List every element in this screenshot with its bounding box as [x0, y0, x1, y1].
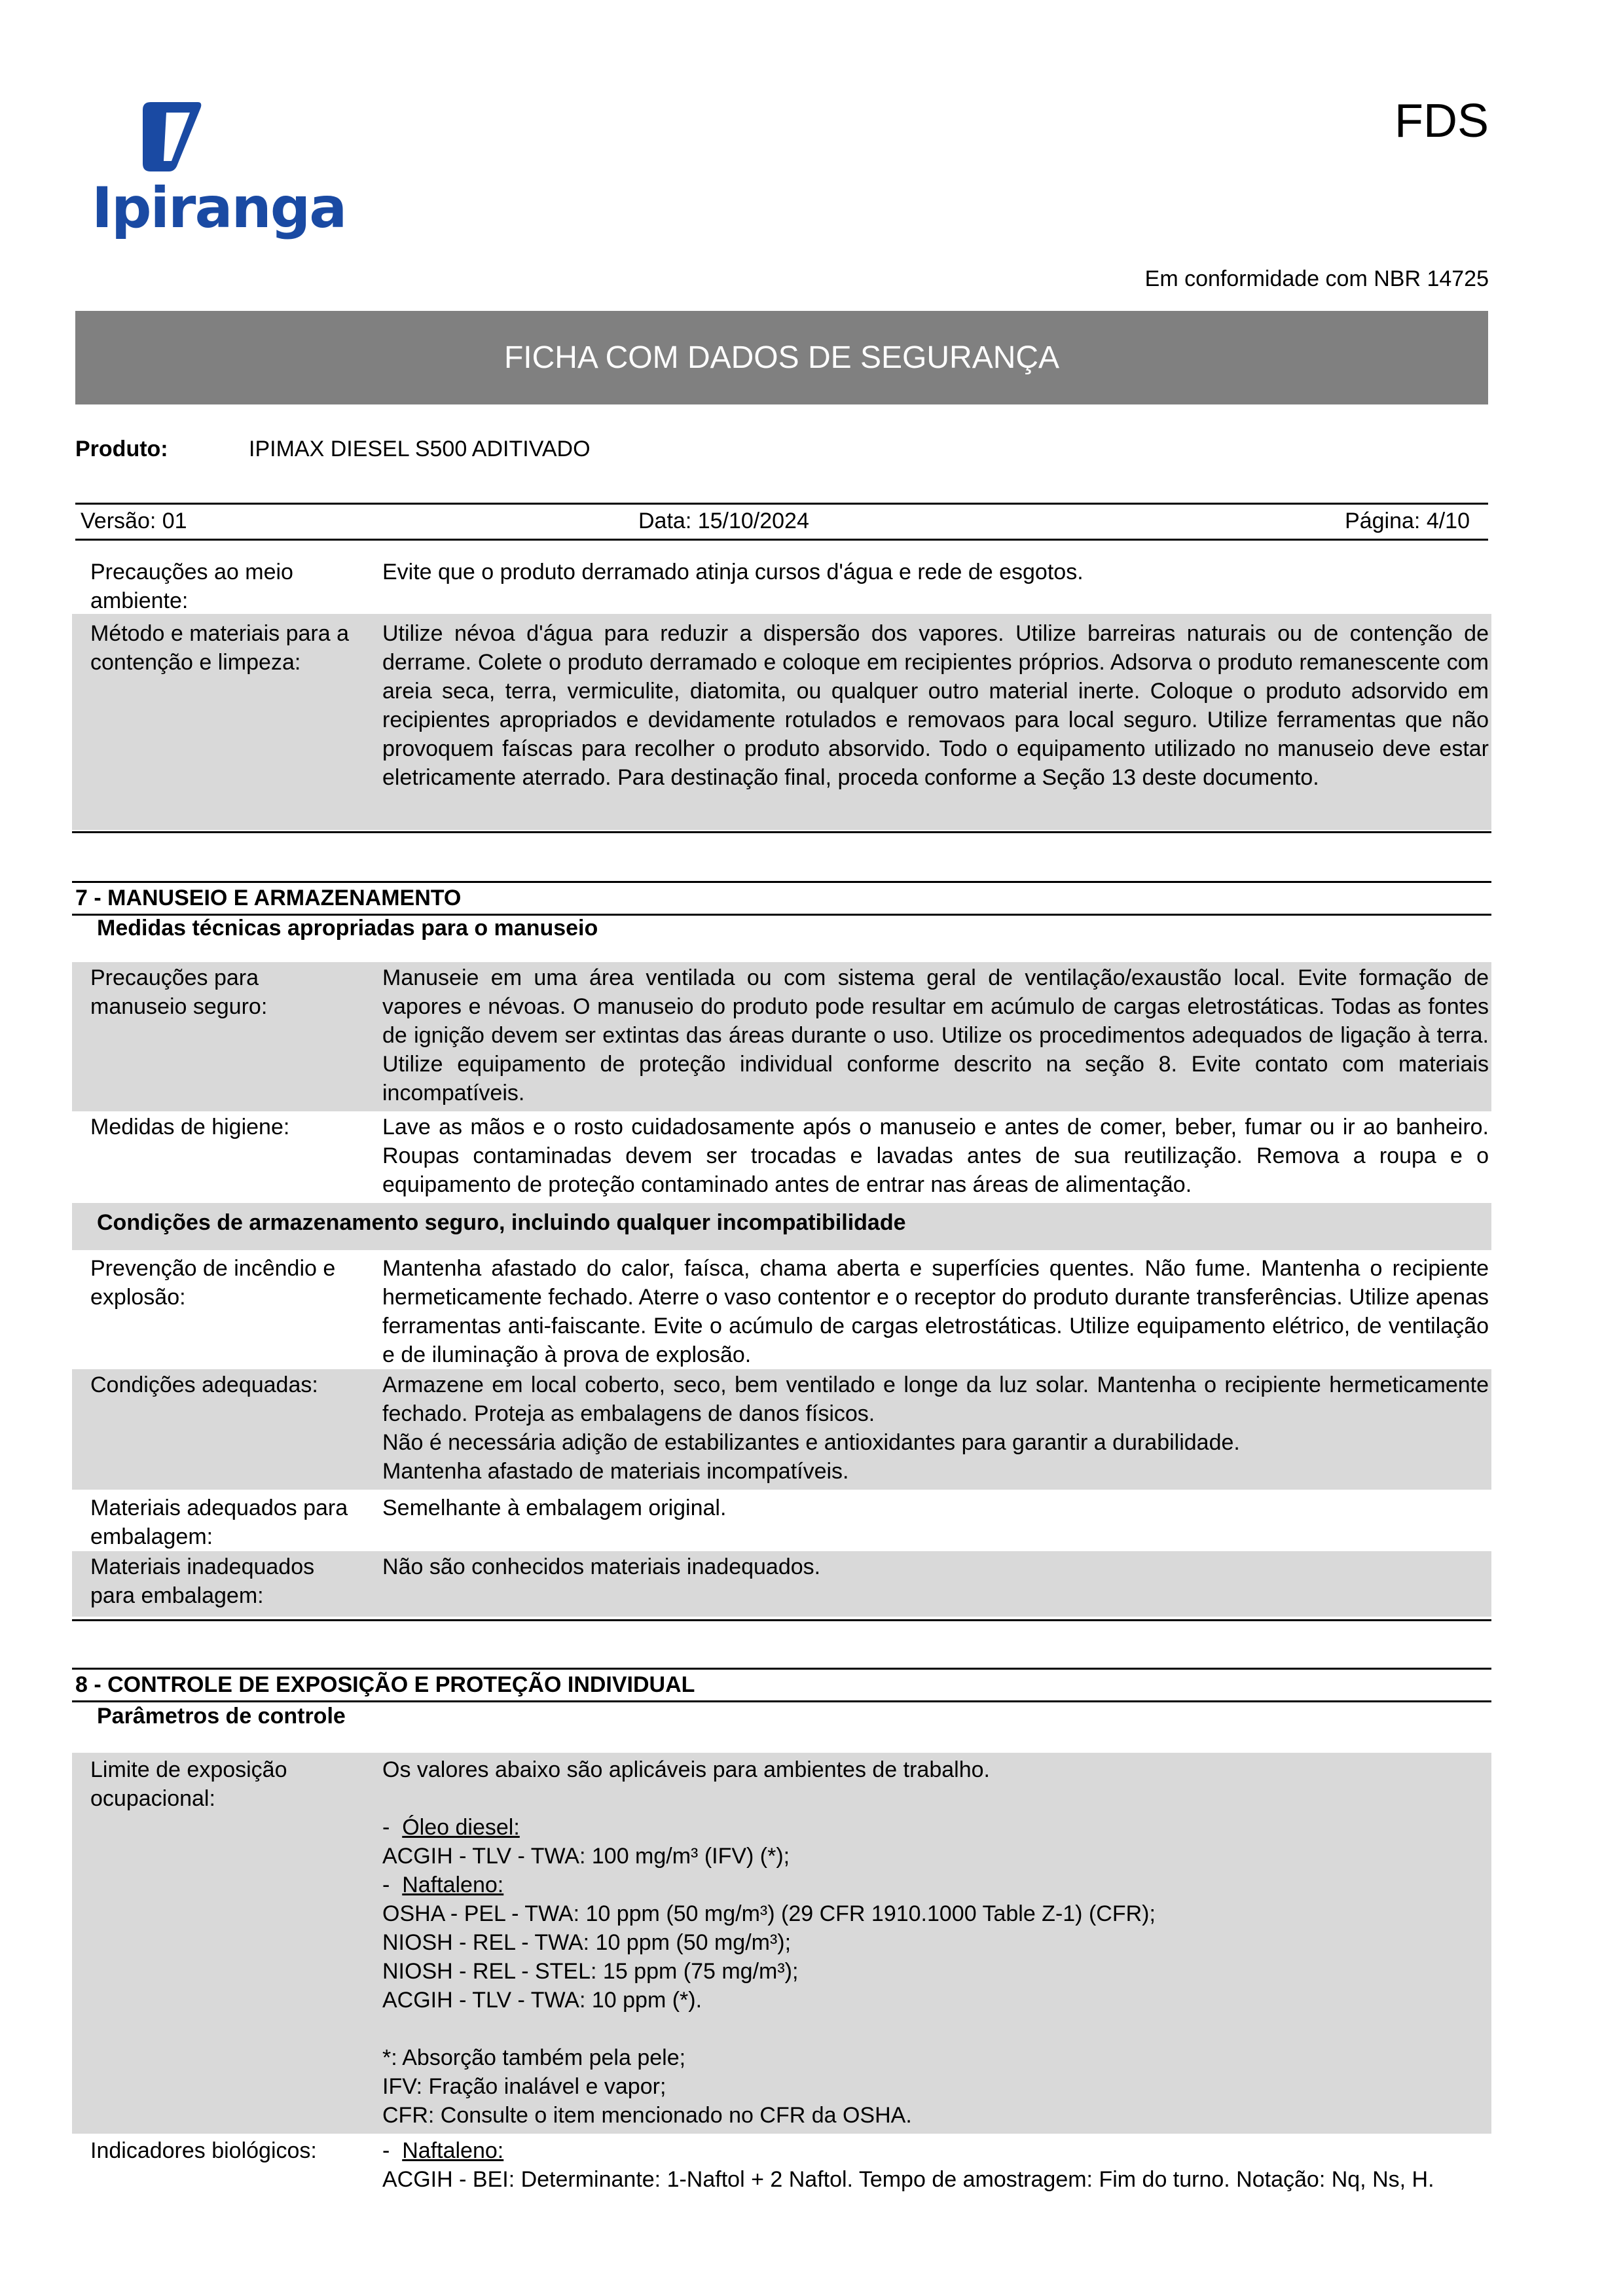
row-label: Precauções ao meio ambiente:: [90, 560, 293, 613]
row-text: Evite que o produto derramado atinja cursos d'água e rede de esgotos.: [382, 560, 1084, 584]
row-suitable-materials: [72, 1491, 1491, 1551]
row-text-line: Mantenha afastado de materiais incompatíveis.: [382, 1459, 849, 1484]
subsection-title: Medidas técnicas apropriadas para o manuseio: [97, 916, 598, 941]
row-label: Precauções para manuseio seguro:: [90, 965, 268, 1019]
date: Data: 15/10/2024: [638, 509, 809, 533]
row-text-block: [382, 2136, 1489, 2194]
row-label: Indicadores biológicos:: [90, 2138, 317, 2163]
row-text: ACGIH - BEI: Determinante: 1-Naftol + 2 Naftol. Tempo de amostragem: Fim do turno. Notação: Nq, Ns, H.: [382, 2167, 1434, 2192]
row-label: Prevenção de incêndio e explosão:: [90, 1256, 336, 1310]
row-text-line: Não é necessária adição de estabilizantes e antioxidantes para garantir a durabilidade.: [382, 1430, 1240, 1455]
row-text: Semelhante à embalagem original.: [382, 1496, 727, 1520]
substance-heading: Naftaleno:: [402, 2138, 504, 2163]
divider: [72, 1619, 1491, 1621]
row-label: Método e materiais para a contenção e limpeza:: [90, 621, 349, 675]
dash: -: [382, 2138, 390, 2163]
row-safe-handling: [72, 962, 1491, 1111]
row-label: Medidas de higiene:: [90, 1115, 290, 1139]
row-label: Materiais inadequados para embalagem:: [90, 1554, 315, 1608]
row-text-block: [382, 1371, 1489, 1486]
banner-title: FICHA COM DADOS DE SEGURANÇA: [75, 311, 1488, 404]
row-text: Armazene em local coberto, seco, bem ventilado e longe da luz solar. Mantenha o recipiente hermeticamente fechado. Proteja as embalagens de danos físicos.: [382, 1372, 1489, 1426]
note-line: *: Absorção também pela pele;: [382, 2045, 686, 2070]
dash: -: [382, 1873, 390, 1897]
divider: [72, 831, 1491, 833]
product-label: Produto:: [75, 437, 168, 461]
limit-line: OSHA - PEL - TWA: 10 ppm (50 mg/m³) (29 CFR 1910.1000 Table Z-1) (CFR);: [382, 1901, 1156, 1926]
subsection-title: Parâmetros de controle: [97, 1704, 346, 1729]
row-containment: [72, 614, 1491, 830]
row-exposure-limits: [72, 1753, 1491, 2134]
limit-line: NIOSH - REL - STEL: 15 ppm (75 mg/m³);: [382, 1959, 799, 1984]
product-name: IPIMAX DIESEL S500 ADITIVADO: [249, 437, 591, 461]
row-text: Lave as mãos e o rosto cuidadosamente após o manuseio e antes de comer, beber, fumar ou ir ao banheiro. Roupas contaminadas devem ser trocadas e lavadas antes de sua reutilização. Remova a roupa e o equipamento de proteção contaminado antes de entrar nas áreas de alimentação.: [382, 1115, 1489, 1197]
conformity-note: Em conformidade com NBR 14725: [1144, 266, 1489, 291]
page-number: Página: 4/10: [1345, 509, 1470, 533]
note-line: IFV: Fração inalável e vapor;: [382, 2074, 666, 2099]
row-unsuitable-materials: [72, 1551, 1491, 1617]
row-label: Materiais adequados para embalagem:: [90, 1496, 348, 1549]
dash: -: [382, 1815, 390, 1840]
row-label: Limite de exposição ocupacional:: [90, 1757, 287, 1811]
limit-line: NIOSH - REL - TWA: 10 ppm (50 mg/m³);: [382, 1930, 792, 1955]
limit-line: ACGIH - TLV - TWA: 100 mg/m³ (IFV) (*);: [382, 1844, 790, 1869]
divider: [72, 881, 1491, 883]
divider: [72, 1668, 1491, 1670]
ipiranga-logo: [92, 98, 346, 249]
row-fire-prevention: [72, 1251, 1491, 1368]
row-text: Não são conhecidos materiais inadequados.: [382, 1554, 821, 1579]
row-hygiene: [72, 1113, 1491, 1204]
row-text: Manuseie em uma área ventilada ou com sistema geral de ventilação/exaustão local. Evite formação de vapores e névoas. O manuseio do produto pode resultar em acúmulo de cargas eletrostáticas. Todas as fontes de ignição devem ser extintas das áreas durante o uso. Utilize os procedimentos adequados de ligação à terra. Utilize equipamento de proteção individual conforme descrito na seção 8. Evite contato com materiais incompatíveis.: [382, 965, 1489, 1105]
section-title: 8 - CONTROLE DE EXPOSIÇÃO E PROTEÇÃO INDIVIDUAL: [75, 1672, 695, 1697]
row-label: Condições adequadas:: [90, 1372, 318, 1397]
row-text: Os valores abaixo são aplicáveis para ambientes de trabalho.: [382, 1757, 990, 1782]
ipiranga-logo-icon: [137, 98, 308, 177]
subsection-title: Condições de armazenamento seguro, incluindo qualquer incompatibilidade: [97, 1210, 906, 1235]
row-text-block: [382, 1755, 1489, 2130]
doc-code: FDS: [1395, 95, 1489, 147]
section-title: 7 - MANUSEIO E ARMAZENAMENTO: [75, 886, 462, 910]
row-text: Mantenha afastado do calor, faísca, chama aberta e superfícies quentes. Não fume. Mantenha o recipiente hermeticamente fechado. Aterre o vaso contentor e o receptor do produto durante transferências. Utilize apenas ferramentas anti-faiscante. Evite o acúmulo de cargas eletrostáticas. Utilize equipamento elétrico, de ventilação e de iluminação à prova de explosão.: [382, 1256, 1489, 1367]
row-biological-indicators: [72, 2135, 1491, 2227]
row-text: Utilize névoa d'água para reduzir a dispersão dos vapores. Utilize barreiras naturais ou de contenção de derrame. Colete o produto derramado e coloque em recipientes próprios. Adsorva o produto remanescente com areia seca, terra, vermiculite, diatomita, ou qualquer outro material inerte. Coloque o produto adsorvido em recipientes apropriados e devidamente rotulados e removaos para local seguro. Utilize ferramentas que não provoquem faíscas para recolher o produto absorvido. Todo o equipamento utilizado no manuseio deve estar eletricamente aterrado. Para destinação final, proceda conforme a Seção 13 deste documento.: [382, 621, 1489, 790]
substance-heading: Óleo diesel:: [402, 1815, 520, 1840]
row-storage-conditions: [72, 1369, 1491, 1490]
version: Versão: 01: [81, 509, 187, 533]
row-environment: [72, 555, 1491, 613]
note-line: CFR: Consulte o item mencionado no CFR da OSHA.: [382, 2103, 912, 2128]
version-bar: [75, 503, 1488, 541]
substance-heading: Naftaleno:: [402, 1873, 504, 1897]
limit-line: ACGIH - TLV - TWA: 10 ppm (*).: [382, 1988, 702, 2013]
storage-subheader: [72, 1203, 1491, 1250]
brand-name: Ipiranga: [92, 175, 346, 241]
